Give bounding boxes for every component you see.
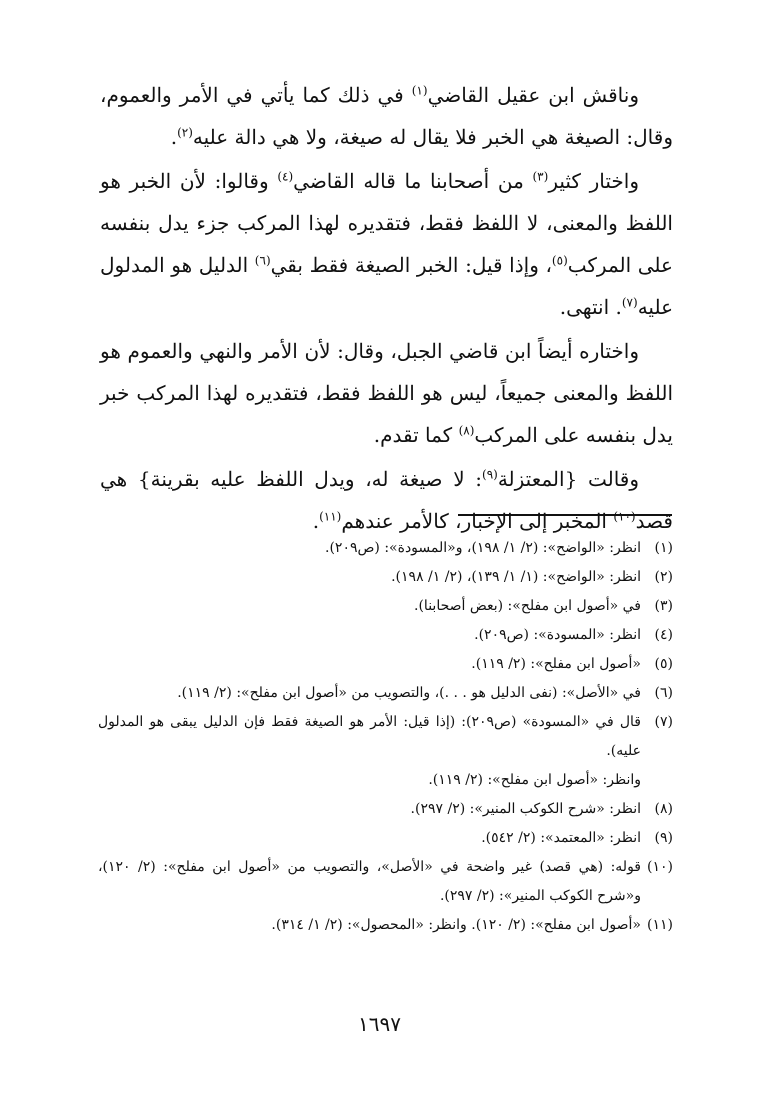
- footnote-ref[interactable]: (٧): [621, 295, 638, 310]
- footnote-9: [98, 824, 673, 853]
- footnote-text: «أصول ابن مفلح»: (٢/ ١٢٠). وانظر: «المحصول»: (٢/ ١/ ٣١٤).: [271, 917, 641, 933]
- paragraph-4: [100, 458, 673, 542]
- text-run: وقالوا: لأن الخبر هو اللفظ والمعنى، لا اللفظ فقط، فتقديره لهذا المركب جزء يدل بنفسه على المركب: [100, 169, 673, 277]
- footnote-3: [98, 592, 673, 621]
- paragraph-3: [100, 330, 673, 456]
- footnote-text: انظر: «شرح الكوكب المنير»: (٢/ ٢٩٧).: [410, 801, 641, 817]
- paragraph-1: [100, 74, 673, 158]
- footnote-1: [98, 534, 673, 563]
- footnote-8: [98, 795, 673, 824]
- footnote-number: (٧): [654, 714, 673, 730]
- footnote-ref[interactable]: (٥): [551, 253, 568, 268]
- footnote-text: قال في «المسودة» (ص٢٠٩): (إذا قيل: الأمر هو الصيغة فقط فإن الدليل يبقى هو المدلول عليه).: [98, 714, 641, 759]
- text-run: : لا صيغة له، ويدل اللفظ عليه بقرينة} هي قصد: [100, 467, 673, 533]
- footnote-number: (٦): [654, 685, 673, 701]
- footnote-2: [98, 563, 673, 592]
- footnotes: [98, 534, 673, 940]
- text-run: من أصحابنا ما قاله القاضي: [293, 169, 533, 193]
- footnote-ref[interactable]: (٢): [177, 125, 193, 140]
- footnote-text: انظر: «المسودة»: (ص٢٠٩).: [474, 627, 641, 643]
- footnote-6: [98, 679, 673, 708]
- text-run: وناقش ابن عقيل القاضي: [427, 83, 640, 107]
- footnote-ref[interactable]: (١): [411, 83, 428, 98]
- footnote-text: في «أصول ابن مفلح»: (بعض أصحابنا).: [414, 598, 641, 614]
- footnote-number: (٨): [654, 801, 673, 817]
- text-run: كما تقدم.: [373, 423, 459, 447]
- text-run: .: [170, 125, 178, 149]
- text-run: ، وإذا قيل: الخبر الصيغة فقط بقي: [270, 253, 552, 277]
- footnote-4: [98, 621, 673, 650]
- text-run: واختاره أيضاً ابن قاضي الجبل، وقال: لأن الأمر والنهي والعموم هو اللفظ والمعنى جميعاً، ليس هو اللفظ فقط، فتقديره لهذا المركب خبر يدل بنفسه على المركب: [100, 339, 673, 447]
- text-run: الدليل هو المدلول عليه: [100, 253, 673, 319]
- footnote-11: [98, 911, 673, 940]
- footnote-10: [98, 853, 673, 911]
- footnote-number: (٢): [654, 569, 673, 585]
- footnote-ref[interactable]: (٣): [532, 169, 549, 184]
- text-run: .: [312, 509, 320, 533]
- footnote-ref[interactable]: (٩): [482, 467, 498, 482]
- footnote-number: (١٠): [647, 859, 673, 875]
- page-number: ١٦٩٧: [358, 1012, 401, 1036]
- footnote-number: (١١): [647, 917, 673, 933]
- text-run: في ذلك كما يأتي في الأمر والعموم، وقال: الصيغة هي الخبر فلا يقال له صيغة، ولا هي دالة عليه: [100, 83, 673, 149]
- footnote-text: «أصول ابن مفلح»: (٢/ ١١٩).: [471, 656, 641, 672]
- footnote-number: (٣): [654, 598, 673, 614]
- footnote-text: في «الأصل»: (نفى الدليل هو . . .)، والتصويب من «أصول ابن مفلح»: (٢/ ١١٩).: [177, 685, 641, 701]
- main-text: [100, 74, 673, 544]
- footnote-7: [98, 708, 673, 766]
- footnote-ref[interactable]: (٦): [254, 253, 271, 268]
- footnote-text: انظر: «الواضح»: (١/ ١/ ١٣٩)، (٢/ ١/ ١٩٨).: [391, 569, 641, 585]
- footnote-number: (٤): [654, 627, 673, 643]
- text-run: . انتهى.: [559, 295, 622, 319]
- footnote-text: انظر: «المعتمد»: (٢/ ٥٤٢).: [481, 830, 641, 846]
- footnote-divider: [458, 514, 672, 516]
- footnote-number: (٩): [654, 830, 673, 846]
- text-run: وقالت {المعتزلة: [497, 467, 640, 491]
- footnote-5: [98, 650, 673, 679]
- footnote-text: قوله: (هي قصد) غير واضحة في «الأصل»، والتصويب من «أصول ابن مفلح»: (٢/ ١٢٠)، و«شرح الكوكب المنير»: (٢/ ٢٩٧).: [98, 859, 642, 904]
- text-run: واختار كثير: [548, 169, 639, 193]
- text-run: المخبر إلى الإخبار، كالأمر عندهم: [341, 509, 614, 533]
- footnote-ref[interactable]: (٤): [277, 169, 294, 184]
- footnote-number: (١): [654, 540, 673, 556]
- footnote-number: (٥): [654, 656, 673, 672]
- footnote-ref[interactable]: (١١): [319, 509, 342, 524]
- footnote-7-continuation: وانظر: «أصول ابن مفلح»: (٢/ ١١٩).: [428, 772, 641, 788]
- footnote-text: انظر: «الواضح»: (٢/ ١/ ١٩٨)، و«المسودة»: (ص٢٠٩).: [325, 540, 641, 556]
- paragraph-2: [100, 160, 673, 328]
- footnote-ref[interactable]: (٨): [458, 423, 475, 438]
- footnote-ref[interactable]: (١٠): [613, 509, 636, 524]
